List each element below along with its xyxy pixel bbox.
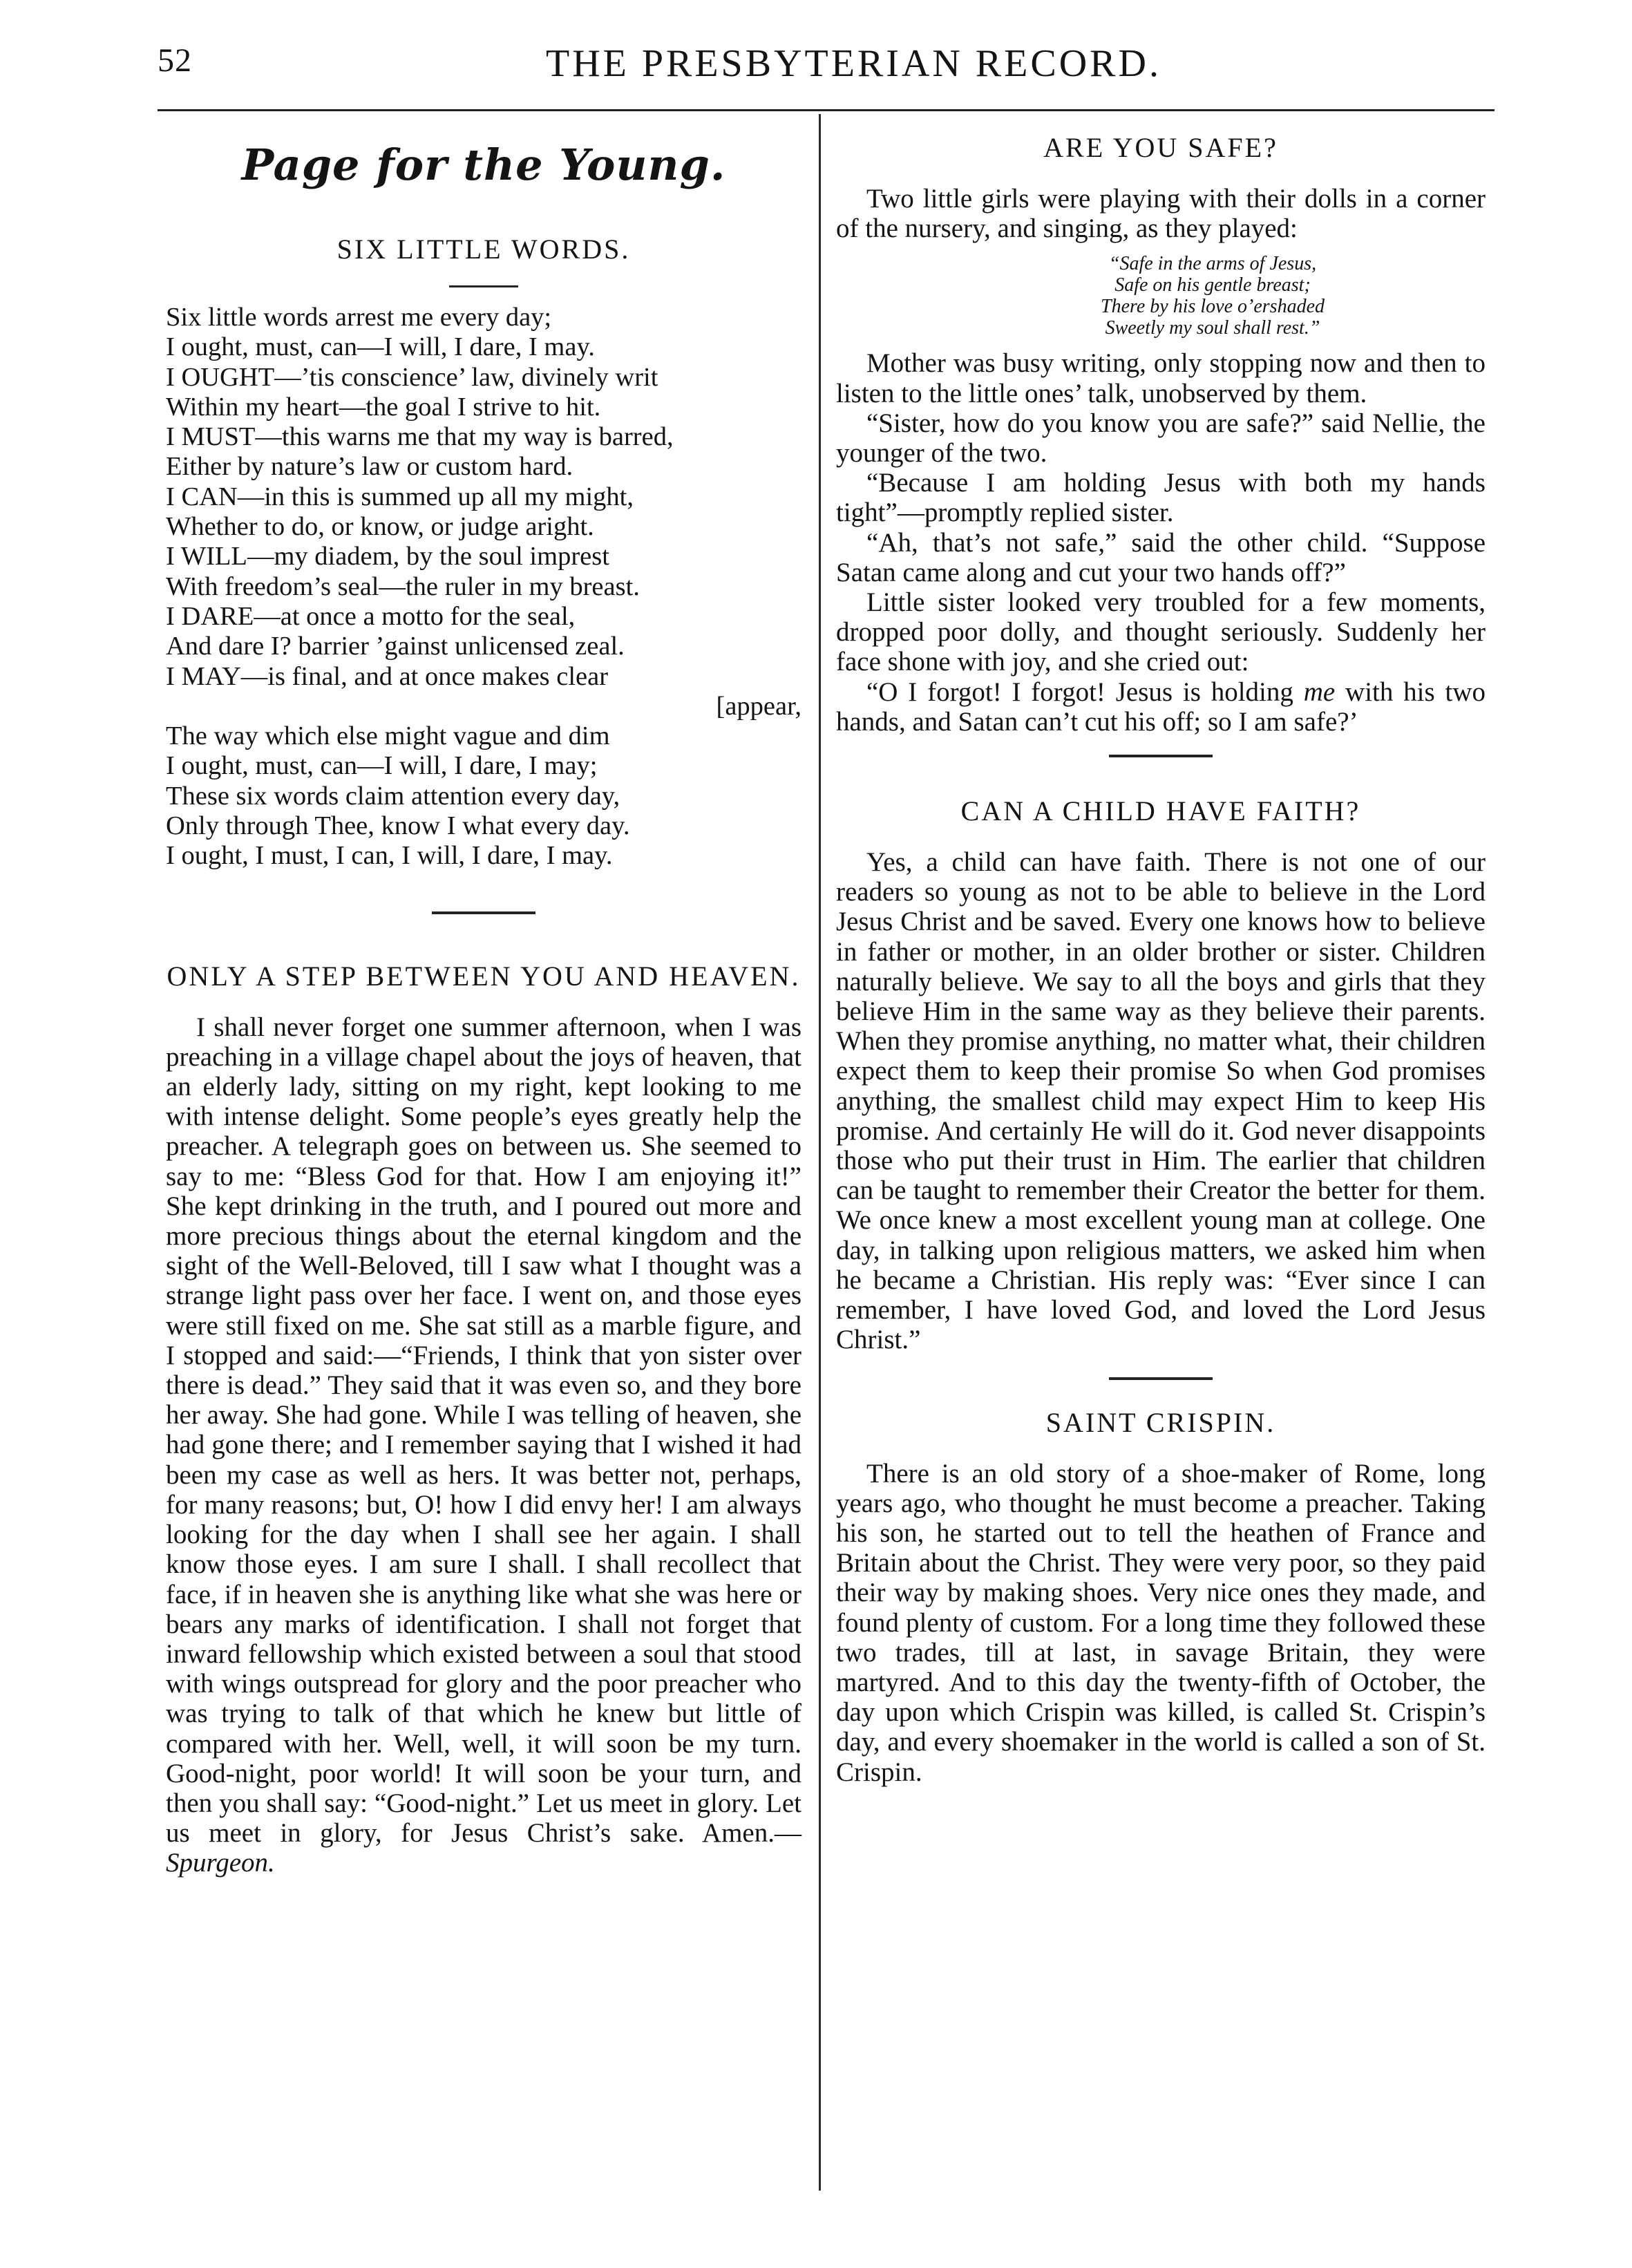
right-column: [836, 124, 1486, 1787]
faith-body: Yes, a child can have faith. There is not one of our readers so young as not to be able to believe in the Lord Jesus Christ and be saved. Every one knows how to believe in father or mother, in an older brother or sister. Children naturally believe. We say to all the boys and girls that they believe Him in the same way as they believe their parents. When they promise anything, no matter what, their children expect them to keep their promise So when God promises anything, the smallest child may expect Him to keep His promise. And certainly He will do it. God never disappoints those who put their trust in Him. The earlier that children can be taught to remember their Creator the better for them. We once knew a most excellent young man at college. One day, in talking upon religious matters, we asked him when he became a Christian. His reply was: “Ever since I can remember, I have loved God, and loved the Lord Jesus Christ.”: [836, 847, 1486, 1355]
safe-paragraph: Mother was busy writing, only stopping now and then to listen to the little ones’ talk, unobserved by them.: [836, 348, 1486, 408]
safe-paragraph: “Ah, that’s not safe,” said the other child. “Suppose Satan came along and cut your two hands off?”: [836, 527, 1486, 587]
poem-line: Only through Thee, know I what every day.: [166, 811, 630, 841]
crispin-title: SAINT CRISPIN.: [1045, 1406, 1276, 1438]
section-rule: [1109, 1377, 1213, 1380]
hymn-line: Sweetly my soul shall rest.”: [1105, 317, 1320, 339]
title-rule: [449, 285, 518, 287]
hymn-quote: [940, 253, 1486, 339]
column-divider: [819, 114, 821, 2191]
poem-line: I MAY—is final, and at once makes clear: [166, 661, 609, 691]
safe-paragraph: “Because I am holding Jesus with both my hands tight”—promptly replied sister.: [836, 468, 1486, 528]
poem-line: I MUST—this warns me that my way is barred,: [166, 422, 674, 452]
poem-line: Whether to do, or know, or judge aright.: [166, 512, 594, 542]
poem-line: Either by nature’s law or custom hard.: [166, 452, 573, 482]
poem-line: Six little words arrest me every day;: [166, 303, 552, 332]
poem-line: I CAN—in this is summed up all my might,: [166, 482, 634, 511]
poem-line: I WILL—my diadem, by the soul imprest: [166, 542, 609, 571]
article-body: [166, 1012, 801, 1878]
poem-line: The way which else might vague and dim: [166, 721, 610, 751]
poem-line: I ought, must, can—I will, I dare, I may;: [166, 751, 598, 781]
poem-line: I OUGHT—’tis conscience’ law, divinely writ: [166, 362, 658, 392]
section-rule: [432, 911, 535, 914]
poem-six-little-words: [166, 303, 801, 871]
safe-intro: Two little girls were playing with their dolls in a corner of the nursery, and singing, as they played:: [836, 184, 1486, 244]
poem-line: I ought, must, can—I will, I dare, I may.: [166, 332, 595, 362]
hymn-line: There by his love o’ershaded: [1101, 296, 1325, 318]
faith-title: CAN A CHILD HAVE FAITH?: [960, 795, 1361, 827]
safe-paragraph: Little sister looked very troubled for a few moments, dropped poor dolly, and thought seriously. Suddenly her face shone with joy, and she cried out:: [836, 587, 1486, 677]
poem-line: These six words claim attention every day,: [166, 781, 620, 811]
page-header: [0, 41, 1632, 104]
hymn-line: Safe on his gentle breast;: [1114, 274, 1311, 296]
poem-line: I DARE—at once a motto for the seal,: [166, 601, 576, 631]
poem-line: I ought, I must, I can, I will, I dare, I may.: [166, 841, 613, 871]
page-number: 52: [158, 42, 192, 79]
poem-line-carryover: [appear,: [716, 691, 801, 721]
poem-line: With freedom’s seal—the ruler in my breast.: [166, 571, 640, 601]
emphasis-me: me: [1303, 677, 1336, 707]
poem-title: SIX LITTLE WORDS.: [336, 234, 631, 265]
header-rule: [158, 109, 1495, 111]
safe-text: with his two hands, and Satan can’t cut his off; so I am safe?’: [836, 677, 1486, 737]
hymn-line: “Safe in the arms of Jesus,: [1108, 253, 1317, 275]
section-rule: [1109, 755, 1213, 757]
safe-paragraph-final: [836, 677, 1486, 737]
article-title: ONLY A STEP BETWEEN YOU AND HEAVEN.: [167, 960, 801, 992]
poem-line: Within my heart—the goal I strive to hit.: [166, 392, 601, 422]
left-column: [166, 124, 801, 1878]
poem-line: And dare I? barrier ’gainst unlicensed zeal.: [166, 632, 625, 661]
article-signature: Spurgeon.: [166, 1848, 275, 1878]
safe-title: ARE YOU SAFE?: [1043, 132, 1278, 163]
safe-text: “O I forgot! I forgot! Jesus is holding: [866, 677, 1293, 707]
article-text: I shall never forget one summer afternoon, when I was preaching in a village chapel about the joys of heaven, that an elderly lady, sitting on my right, kept looking to me with intense delight. Some people’s eyes greatly help the preacher. A telegraph goes on between us. She seemed to say to me: “Bless God for that. How I am enjoying it!” She kept drinking in the truth, and I poured out more and more precious things about the eternal kingdom and the sight of the Well-Beloved, till I saw what I thought was a strange light pass over her face. I went on, and those eyes were still fixed on me. She sat still as a marble figure, and I stopped and said:—“Friends, I think that yon sister over there is dead.” They said that it was even so, and they bore her away. She had gone. While I was telling of heaven, she had gone there; and I remember saying that I wished it had been my case as well as hers. It was better not, perhaps, for many reasons; but, O! how I did envy her! I am always looking for the day when I shall see her again. I shall know those eyes. I am sure I shall. I shall recollect that face, if in heaven she is anything like what she was here or bears any marks of identification. I shall not forget that inward fellowship which existed between a soul that stood with wings outspread for glory and the poor preacher who was trying to talk of that which he knew but little of compared with her. Well, well, it will soon be my turn. Good-night, poor world! It will soon be your turn, and then you shall say: “Good-night.” Let us meet in glory. Let us meet in glory, for Jesus Christ’s sake. Amen.—: [166, 1012, 801, 1849]
crispin-body: There is an old story of a shoe-maker of Rome, long years ago, who thought he must become a preacher. Taking his son, he started out to tell the heathen of France and Britain about the Christ. They were very poor, so they paid their way by making shoes. Very nice ones they made, and found plenty of custom. For a long time they followed these two trades, till at last, in savage Britain, they were martyred. And to this day the twenty-fifth of October, the day upon which Crispin was killed, is called St. Crispin’s day, and every shoemaker in the world is called a son of St. Crispin.: [836, 1458, 1486, 1787]
running-title: THE PRESBYTERIAN RECORD.: [546, 42, 1161, 85]
safe-paragraph: “Sister, how do you know you are safe?” said Nellie, the younger of the two.: [836, 408, 1486, 469]
section-title: Page for the Young.: [241, 140, 726, 190]
